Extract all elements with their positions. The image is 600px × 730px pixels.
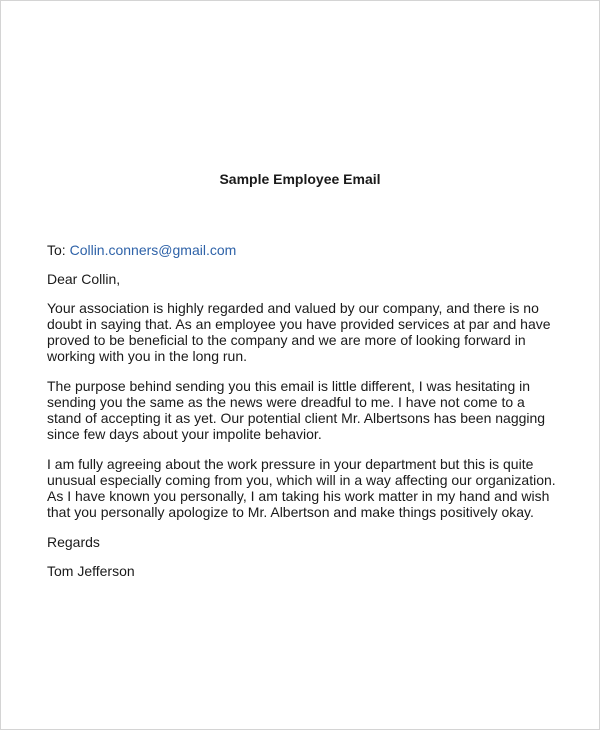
salutation: Dear Collin, <box>47 271 121 287</box>
recipient-line <box>47 242 557 258</box>
to-label: To: <box>47 242 66 258</box>
body-paragraph-1: Your association is highly regarded and valued by our company, and there is no doubt in saying that. As an employee you have provided services at par and have proved to be beneficial to the company and we are more of looking forward in working with you in the long run. <box>47 300 551 364</box>
body-paragraph-3: I am fully agreeing about the work pressure in your department but this is quite unusual especially coming from you, which will in a way affecting our organization. As I have known you personally, I am taking his work matter in my hand and wish that you personally apologize to Mr. Albertson and make things positively okay. <box>47 456 556 520</box>
body-paragraph-2: The purpose behind sending you this email is little different, I was hesitating in sending you the same as the news were dreadful to me. I have not come to a stand of accepting it as yet. Our potential client Mr. Albertsons has been nagging since few days about your impolite behavior. <box>47 378 546 442</box>
document-title: Sample Employee Email <box>219 171 381 187</box>
recipient-email-link[interactable]: Collin.conners@gmail.com <box>69 242 237 258</box>
closing: Regards <box>47 534 100 550</box>
email-body <box>47 242 557 579</box>
signature: Tom Jefferson <box>47 563 135 579</box>
